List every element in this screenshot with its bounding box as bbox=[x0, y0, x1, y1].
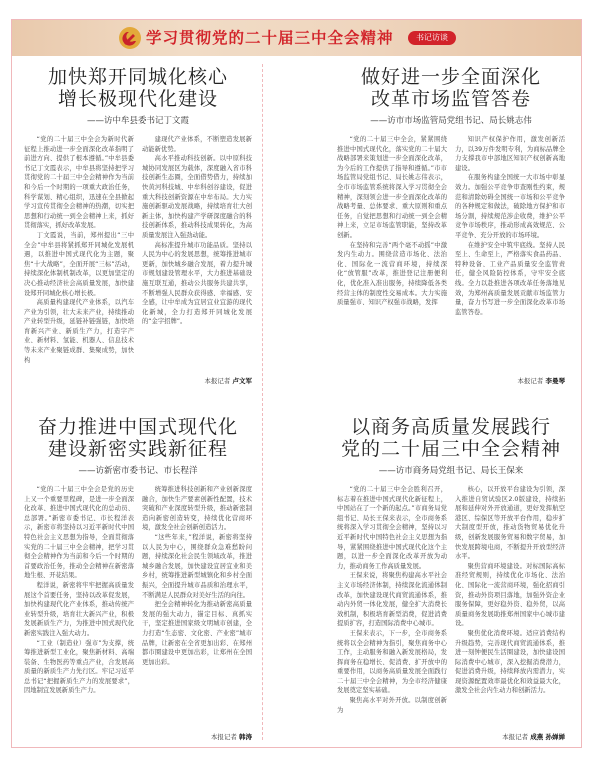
byline-label: 本报记者 bbox=[210, 733, 237, 741]
byline-label: 本报记者 bbox=[204, 377, 231, 385]
subtitle: ——访市商务局党组书记、局长王保来 bbox=[378, 466, 524, 476]
byline bbox=[24, 377, 252, 386]
headline bbox=[24, 66, 252, 110]
text-column bbox=[337, 135, 447, 375]
article-market-supervision bbox=[337, 66, 565, 386]
paragraph: “党的二十届三中全会，紧紧围绕推进中国式现代化，落实党的二十届大战略部署来策划进一步全面深化改革，为今后的工作提供了指导和遵循。”市市场监管局党组书记、局长姚志伟表示，全市市场监管系统将深入学习贯彻全会精神，深刻领会进一步全面深化改革的战略考量、总体要求、重大原则和重点任务，自觉把思想和行动统一到全会精神上来，立足市场监管职能，坚持改革创新。 bbox=[337, 136, 447, 239]
headline bbox=[337, 66, 565, 110]
text-column bbox=[24, 135, 134, 375]
paragraph: 在坚持和完善“两个毫不动摇”中激发内生动力。围绕营造市场化、法治化、国际化一流营商环境，持续深化“放管服”改革，推进登记注册便利化，优化准入准出服务，持续降低各类经营主体的制度性交易成本。大力实施质量强市、知识产权强市战略，发挥 bbox=[337, 241, 447, 307]
subtitle: ——访中牟县委书记丁文霞 bbox=[86, 116, 189, 126]
paragraph: 聚焦高水平对外开放。以制度创新为 bbox=[337, 697, 447, 714]
byline-label: 本报记者 bbox=[517, 377, 544, 385]
column-divider bbox=[262, 64, 263, 740]
paragraph: 知识产权保护作用，激发创新活力，以39万件发明专利，为商标品牌全力支撑我市中部地区知识产权创新高地建设。 bbox=[455, 136, 565, 172]
paragraph: “党的二十届三中全会胜利召开，标志着在推进中国式现代化新征程上，中国站在了一个新的起点。”市商务局党组书记、局长王保来表示，全市商务系统将深入学习贯彻全会精神，坚持以习近平新时代中国特色社会主义思想为指导，紧紧围绕推进中国式现代化这个主题，以进一步全面深化改革开放为动力，推动商务工作高质量发展。 bbox=[337, 486, 447, 570]
newspaper-page bbox=[11, 19, 582, 748]
paragraph: 把全会精神转化为推动新密高质量发展的强大动力，锚定目标、真抓实干，坚定推进国家级文明城市创建，全力打造“生态密、文化密、产业密”城市品牌，让新密在全省更加出彩、在郑州都市圈建设中更加出彩，让郑州在全国更加出彩。 bbox=[142, 601, 252, 666]
section-badge: 书记访谈 bbox=[408, 31, 456, 45]
subtitle: ——访市市场监管局党组书记、局长姚志伟 bbox=[370, 116, 532, 126]
text-column bbox=[24, 485, 134, 731]
headline-line: 加快郑开同城化核心 bbox=[47, 66, 228, 88]
paragraph: “这些年来，”程洋说，新密将坚持以人民为中心，围绕群众急难愁盼问题，持续深化社会民生领域改革，推进城乡融合发展，加快建设宜居宜业和美乡村，统筹推进新型城镇化和乡村全面振兴，全面提升城市品质和治理水平，不断满足人民群众对美好生活的向往。 bbox=[142, 533, 252, 599]
headline-line: 增长极现代化建设 bbox=[57, 88, 218, 110]
byline bbox=[24, 733, 252, 742]
paragraph: “工业（制造业）强市”为支撑，统筹推进新型工业化，聚焦新材料、高端装备、生物医药等重点产业，合发展高质量的新质生产力先行区。牢记习近平总书记“把握新质生产力的发展要求”，因地制宜发展新质生产力。 bbox=[24, 639, 134, 695]
paragraph: 丁文霞说，当前，郑州提出“三中全会”中牟县将紧抓郑开同城化发展机遇，以推进中国式现代化为主题，聚焦“十大战略”，全面开展“三标”活动，持续深化体制机制改革，以更加坚定的决心推动经济社会高质量发展，加快建设郑开同城化核心增长极。 bbox=[24, 231, 134, 297]
paragraph: 王保来说，将聚焦构建高水平社会主义市场经济体制，持续深化流通体制改革，加快建设现代商贸流通体系，推动内外贸一体化发展，健全扩大消费长效机制，积极培育新型消费，促进消费提质扩容，打造国际消费中心城市。 bbox=[337, 572, 447, 628]
text-column bbox=[455, 485, 565, 731]
paragraph: 在维护安全中筑牢底线。坚持人民至上、生命至上，严格落实食品药品、特种设备、工业产品质量安全监管责任，健全风险防控体系，守牢安全底线。全力以赴推进各项改革任务落地见效，为郑州高质量发展贡献市场监管力量，奋力书写进一步全面深化改革市场监管答卷。 bbox=[455, 241, 565, 316]
headline-line: 以商务高质量发展践行 bbox=[350, 416, 551, 438]
paragraph: 聚焦优化消费环境。适应消费结构升级趋势，完善现代商贸流通体系，推进一刻钟便民生活圈建设，加快建设国际消费中心城市，深入挖掘消费潜力，促进消费升级，持续释放内需潜力，实现资源配置效率最优化和效益最大化，激发全社会内生动力和创新活力。 bbox=[455, 629, 565, 695]
paragraph: 在服务构建全国统一大市场中彰显效力。加强公平竞争审查刚性约束，规范和清除妨碍全国统一市场和公平竞争的各种规定和做法，破除地方保护和市场分割，持续规范涉企收费，维护公平竞争市场秩序，推动形成高效规范、公平竞争、充分开放的市场环境。 bbox=[455, 174, 565, 239]
headline-line: 改革市场监管答卷 bbox=[370, 88, 531, 110]
section-banner bbox=[12, 20, 581, 56]
paragraph: 核心，以开放平台建设为引领，深入推进自贸试验区2.0版建设，持续拓展和延伸对外开放通道，更好发挥航空港区、综保区等开放平台作用，稳步扩大制度型开放，推动货物贸易优化升级，创新发展服务贸易和数字贸易，加快发展跨境电商，不断提升开放型经济水平。 bbox=[455, 486, 565, 561]
byline bbox=[337, 377, 565, 386]
byline bbox=[337, 733, 565, 742]
banner-title: 学习贯彻党的二十届三中全会精神 bbox=[146, 29, 394, 47]
paragraph: “党的二十届三中全会是党的历史上又一个重要里程碑，是进一步全面深化改革、推进中国式现代化的总动员、总部署。”新密市委书记、市长程洋表示，新密市将坚持以习近平新时代中国特色社会主义思想为指导，全面贯彻落实党的二十届三中全会精神，把学习贯彻全会精神作为当前和今后一个时期的首要政治任务，推动全会精神在新密落地生根、开花结果。 bbox=[24, 486, 134, 580]
paragraph: 建现代产业体系，不断塑造发展新动能新优势。 bbox=[142, 136, 252, 153]
paragraph: 程洋说，新密将牢牢把握高质量发展这个首要任务，坚持以改革促发展，加快构建现代化产业体系，推动传统产业转型升级，培育壮大新兴产业，积极发展新质生产力，为推进中国式现代化新密实践注入强大动力。 bbox=[24, 581, 134, 637]
article-body bbox=[337, 135, 565, 375]
paragraph: 高水平推动科技创新。以中原科技城协同发展区为载体，深度融入省市科技创新生态圈，全面借势借力，持续加快黄河科技城、中牟科创谷建设，促进重大科技创新资源在中牟布局。大力实施创新驱动发展战略，持续培育壮大创新主体，加快构建产学研深度融合的科技创新体系，推动科技成果转化，为高质量发展注入强劲动能。 bbox=[142, 155, 252, 239]
headline-line: 党的二十届三中全会精神 bbox=[340, 438, 561, 460]
party-emblem-icon bbox=[118, 26, 142, 50]
paragraph: 王保来表示，下一步，全市商务系统将以全会精神为指引，聚焦商务中心工作，主动服务和融入新发展格局，发挥商务在稳增长、促消费、扩开放中的重要作用，以商务高质量发展全面践行二十届三中全会精神，为全市经济健康发展奠定坚实基础。 bbox=[337, 629, 447, 695]
headline-line: 建设新密实践新征程 bbox=[47, 438, 228, 460]
article-body bbox=[337, 485, 565, 731]
paragraph: 高标准提升城市功能品质。坚持以人民为中心的发展思想，统筹推进城市更新，加快城乡融合发展，着力提升城市规划建设管理水平，大力推进基础设施互联互通，推动公共服务共建共享，不断增强人民群众获得感、幸福感、安全感，让中牟成为宜居宜业宜游的现代化新城，全力打造郑开同城化发展的“金字招牌”。 bbox=[142, 241, 252, 326]
headline bbox=[24, 416, 252, 460]
headline bbox=[337, 416, 565, 460]
byline-name: 成燕 孙婵婵 bbox=[530, 733, 565, 741]
text-column bbox=[142, 135, 252, 375]
subtitle: ——访新密市委书记、市长程洋 bbox=[78, 466, 198, 476]
headline-line: 做好进一步全面深化 bbox=[360, 66, 541, 88]
article-commerce bbox=[337, 416, 565, 742]
byline-name: 韩涛 bbox=[239, 733, 252, 741]
byline-name: 李曼琴 bbox=[545, 377, 565, 385]
text-column bbox=[455, 135, 565, 375]
article-body bbox=[24, 485, 252, 731]
article-zhongmou bbox=[24, 66, 252, 386]
paragraph: 统筹推进科技创新和产业创新深度融合，加快生产要素创新性配置，技术突破和产业深度转型升级，推动新密制造向新密创造转变，持续优化营商环境，激发全社会创新创造活力。 bbox=[142, 486, 252, 532]
paragraph: 聚焦营商环境建设。对标国际高标准经贸规则，持续优化市场化、法治化、国际化一流营商环境，强化招商引资，推动外资项目落地，加强外资企业服务保障，更好稳外资、稳外贸，以高质量商务发展助推郑州国家中心城市建设。 bbox=[455, 562, 565, 628]
article-body bbox=[24, 135, 252, 375]
text-column bbox=[142, 485, 252, 731]
byline-label: 本报记者 bbox=[502, 733, 529, 741]
article-xinmi bbox=[24, 416, 252, 742]
paragraph: “党的二十届三中全会为新时代新征程上推动进一步全面深化改革指明了前进方向、提供了根本遵循。”中牟县委书记丁文霞表示，中牟县将坚持把学习贯彻党的二十届三中全会精神作为当前和今后一个时期的一项重大政治任务，科学谋划、精心组织，迅速在全县掀起学习宣传贯彻全会精神的热潮，切实把思想和行动统一到全会精神上来，抓好贯彻落实，抓好改革发展。 bbox=[24, 136, 134, 230]
text-column bbox=[337, 485, 447, 731]
headline-line: 奋力推进中国式现代化 bbox=[37, 416, 238, 438]
byline-name: 卢文军 bbox=[232, 377, 252, 385]
paragraph: 高质量构建现代产业体系，以汽车产业为引领，壮大未来产业，持续推动产业转型升级，延链补链强链，加快培育新兴产业、新质生产力，打造字产业、新材料、氢能、机器人、信息技术等未来产业聚链成群、集聚成势，加快构 bbox=[24, 299, 134, 364]
